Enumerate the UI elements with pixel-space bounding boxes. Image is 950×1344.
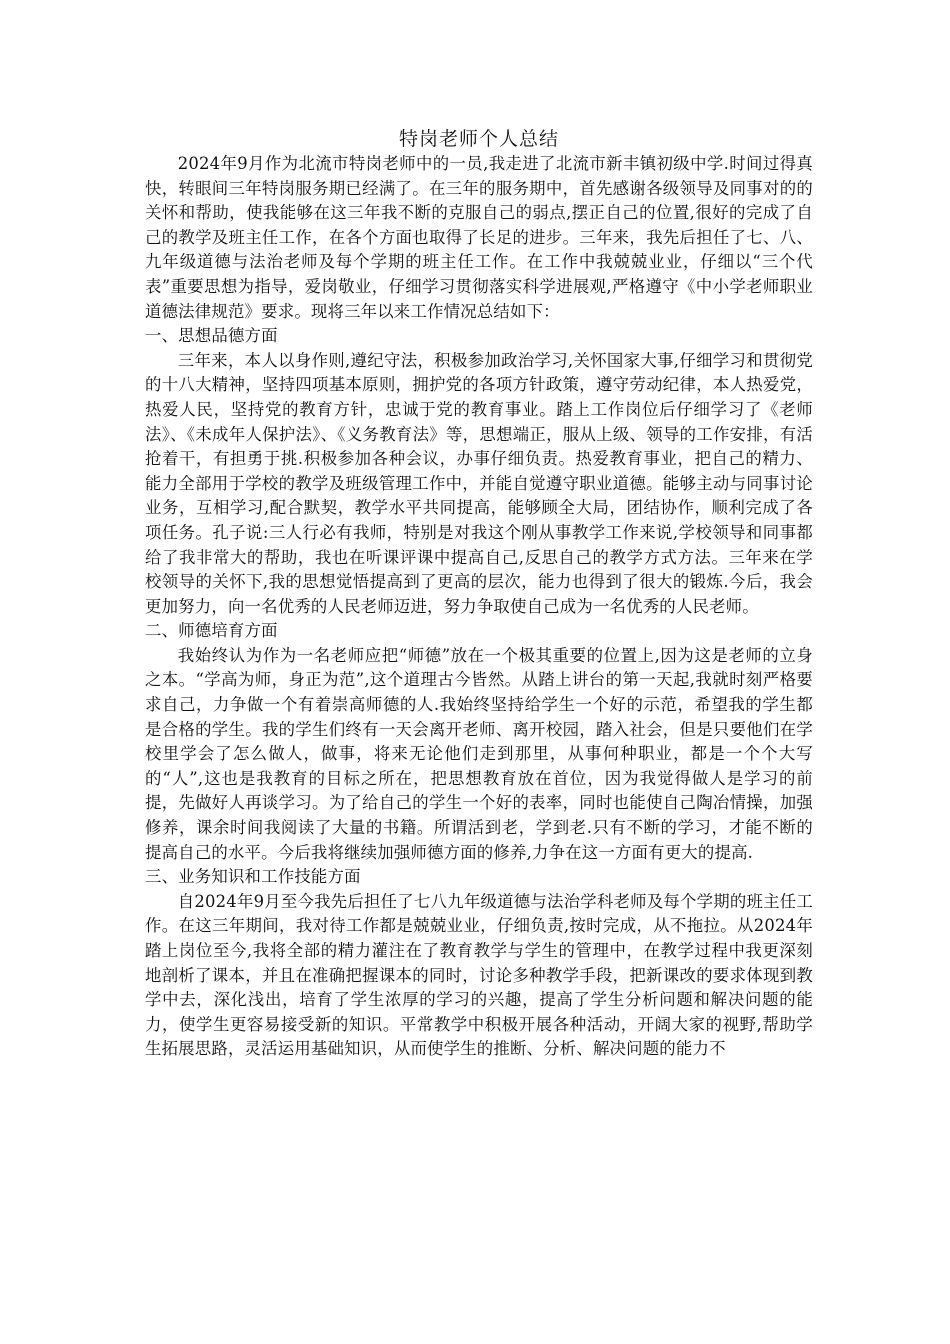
section-body-2: 我始终认为作为一名老师应把“师德”放在一个极其重要的位置上,因为这是老师的立身之本。“学高为师，身正为范”,这个道理古今皆然。从踏上讲台的第一天起,我就时刻严格要求自己，力争做一个有着崇高师德的人.我始终坚持给学生一个好的示范，希望我的学生都是合格的学生。我的学生们终有一天会离开老师、离开校园，踏入社会，但是只要他们在学校里学会了怎么做人，做事，将来无论他们走到那里，从事何种职业，都是一个个大写的“人”,这也是我教育的目标之所在，把思想教育放在首位，因为我觉得做人是学习的前提，先做好人再谈学习。为了给自己的学生一个好的表率，同时也能使自己陶冶情操，加强修养，课余时间我阅读了大量的书籍。所谓活到老，学到老.只有不断的学习，才能不断的提高自己的水平。今后我将继续加强师德方面的修养,力争在这一方面有更大的提高.	[145, 645, 813, 862]
section-heading-3: 三、业务知识和工作技能方面	[145, 867, 361, 887]
section-body-3: 自2024年9月至今我先后担任了七八九年级道德与法治学科老师及每个学期的班主任工作。在这三年期间，我对待工作都是兢兢业业，仔细负责,按时完成，从不拖拉。从2024年踏上岗位至今,我将全部的精力灌注在了教育教学与学生的管理中，在教学过程中我更深刻地剖析了课本，并且在准确把握课本的同时，讨论多种教学手段，把新课改的要求体现到教学中去，深化浅出，培育了学生浓厚的学习的兴趣，提高了学生分析问题和解决问题的能力，使学生更容易接受新的知识。平常教学中积极开展各种活动，开阔大家的视野,帮助学生拓展思路，灵活运用基础知识，从而使学生的推断、分析、解决问题的能力不	[145, 891, 813, 1059]
section-body-1: 三年来，本人以身作则,遵纪守法，积极参加政治学习,关怀国家大事,仔细学习和贯彻党的十八大精神，坚持四项基本原则，拥护党的各项方针政策，遵守劳动纪律，本人热爱党，热爱人民，坚持党的教育方针，忠诚于党的教育事业。踏上工作岗位后仔细学习了《老师法》、《未成年人保护法》、《义务教育法》等，思想端正，服从上级、领导的工作安排，有活抢着干，有担勇于挑.积极参加各种会议，办事仔细负责。热爱教育事业，把自己的精力、能力全部用于学校的教学及班级管理工作中，并能自觉遵守职业道德。能够主动与同事讨论业务，互相学习,配合默契，教学水平共同提高，能够顾全大局，团结协作，顺利完成了各项任务。孔子说:三人行必有我师，特别是对我这个刚从事教学工作来说,学校领导和同事都给了我非常大的帮助，我也在听课评课中提高自己,反思自己的教学方式方法。三年来在学校领导的关怀下,我的思想觉悟提高到了更高的层次，能力也得到了很大的锻炼.今后，我会更加努力，向一名优秀的人民老师迈进，努力争取使自己成为一名优秀的人民老师。	[145, 350, 813, 616]
intro-paragraph: 2024年9月作为北流市特岗老师中的一员,我走进了北流市新丰镇初级中学.时间过得真快，转眼间三年特岗服务期已经满了。在三年的服务期中，首先感谢各级领导及同事对的的关怀和帮助，使我能够在这三年我不断的克服自己的弱点,摆正自己的位置,很好的完成了自己的教学及班主任工作，在各个方面也取得了长足的进步。三年来，我先后担任了七、八、九年级道德与法治老师及每个学期的班主任工作。在工作中我兢兢业业，仔细以“三个代表”重要思想为指导，爱岗敬业，仔细学习贯彻落实科学进展观,严格遵守《中小学老师职业道德法律规范》要求。现将三年以来工作情况总结如下：	[145, 154, 813, 321]
document-title: 特岗老师个人总结	[398, 128, 559, 150]
section-heading-1: 一、思想品德方面	[145, 326, 278, 346]
document-page	[145, 126, 813, 1062]
section-heading-2: 二、师德培育方面	[145, 621, 278, 641]
